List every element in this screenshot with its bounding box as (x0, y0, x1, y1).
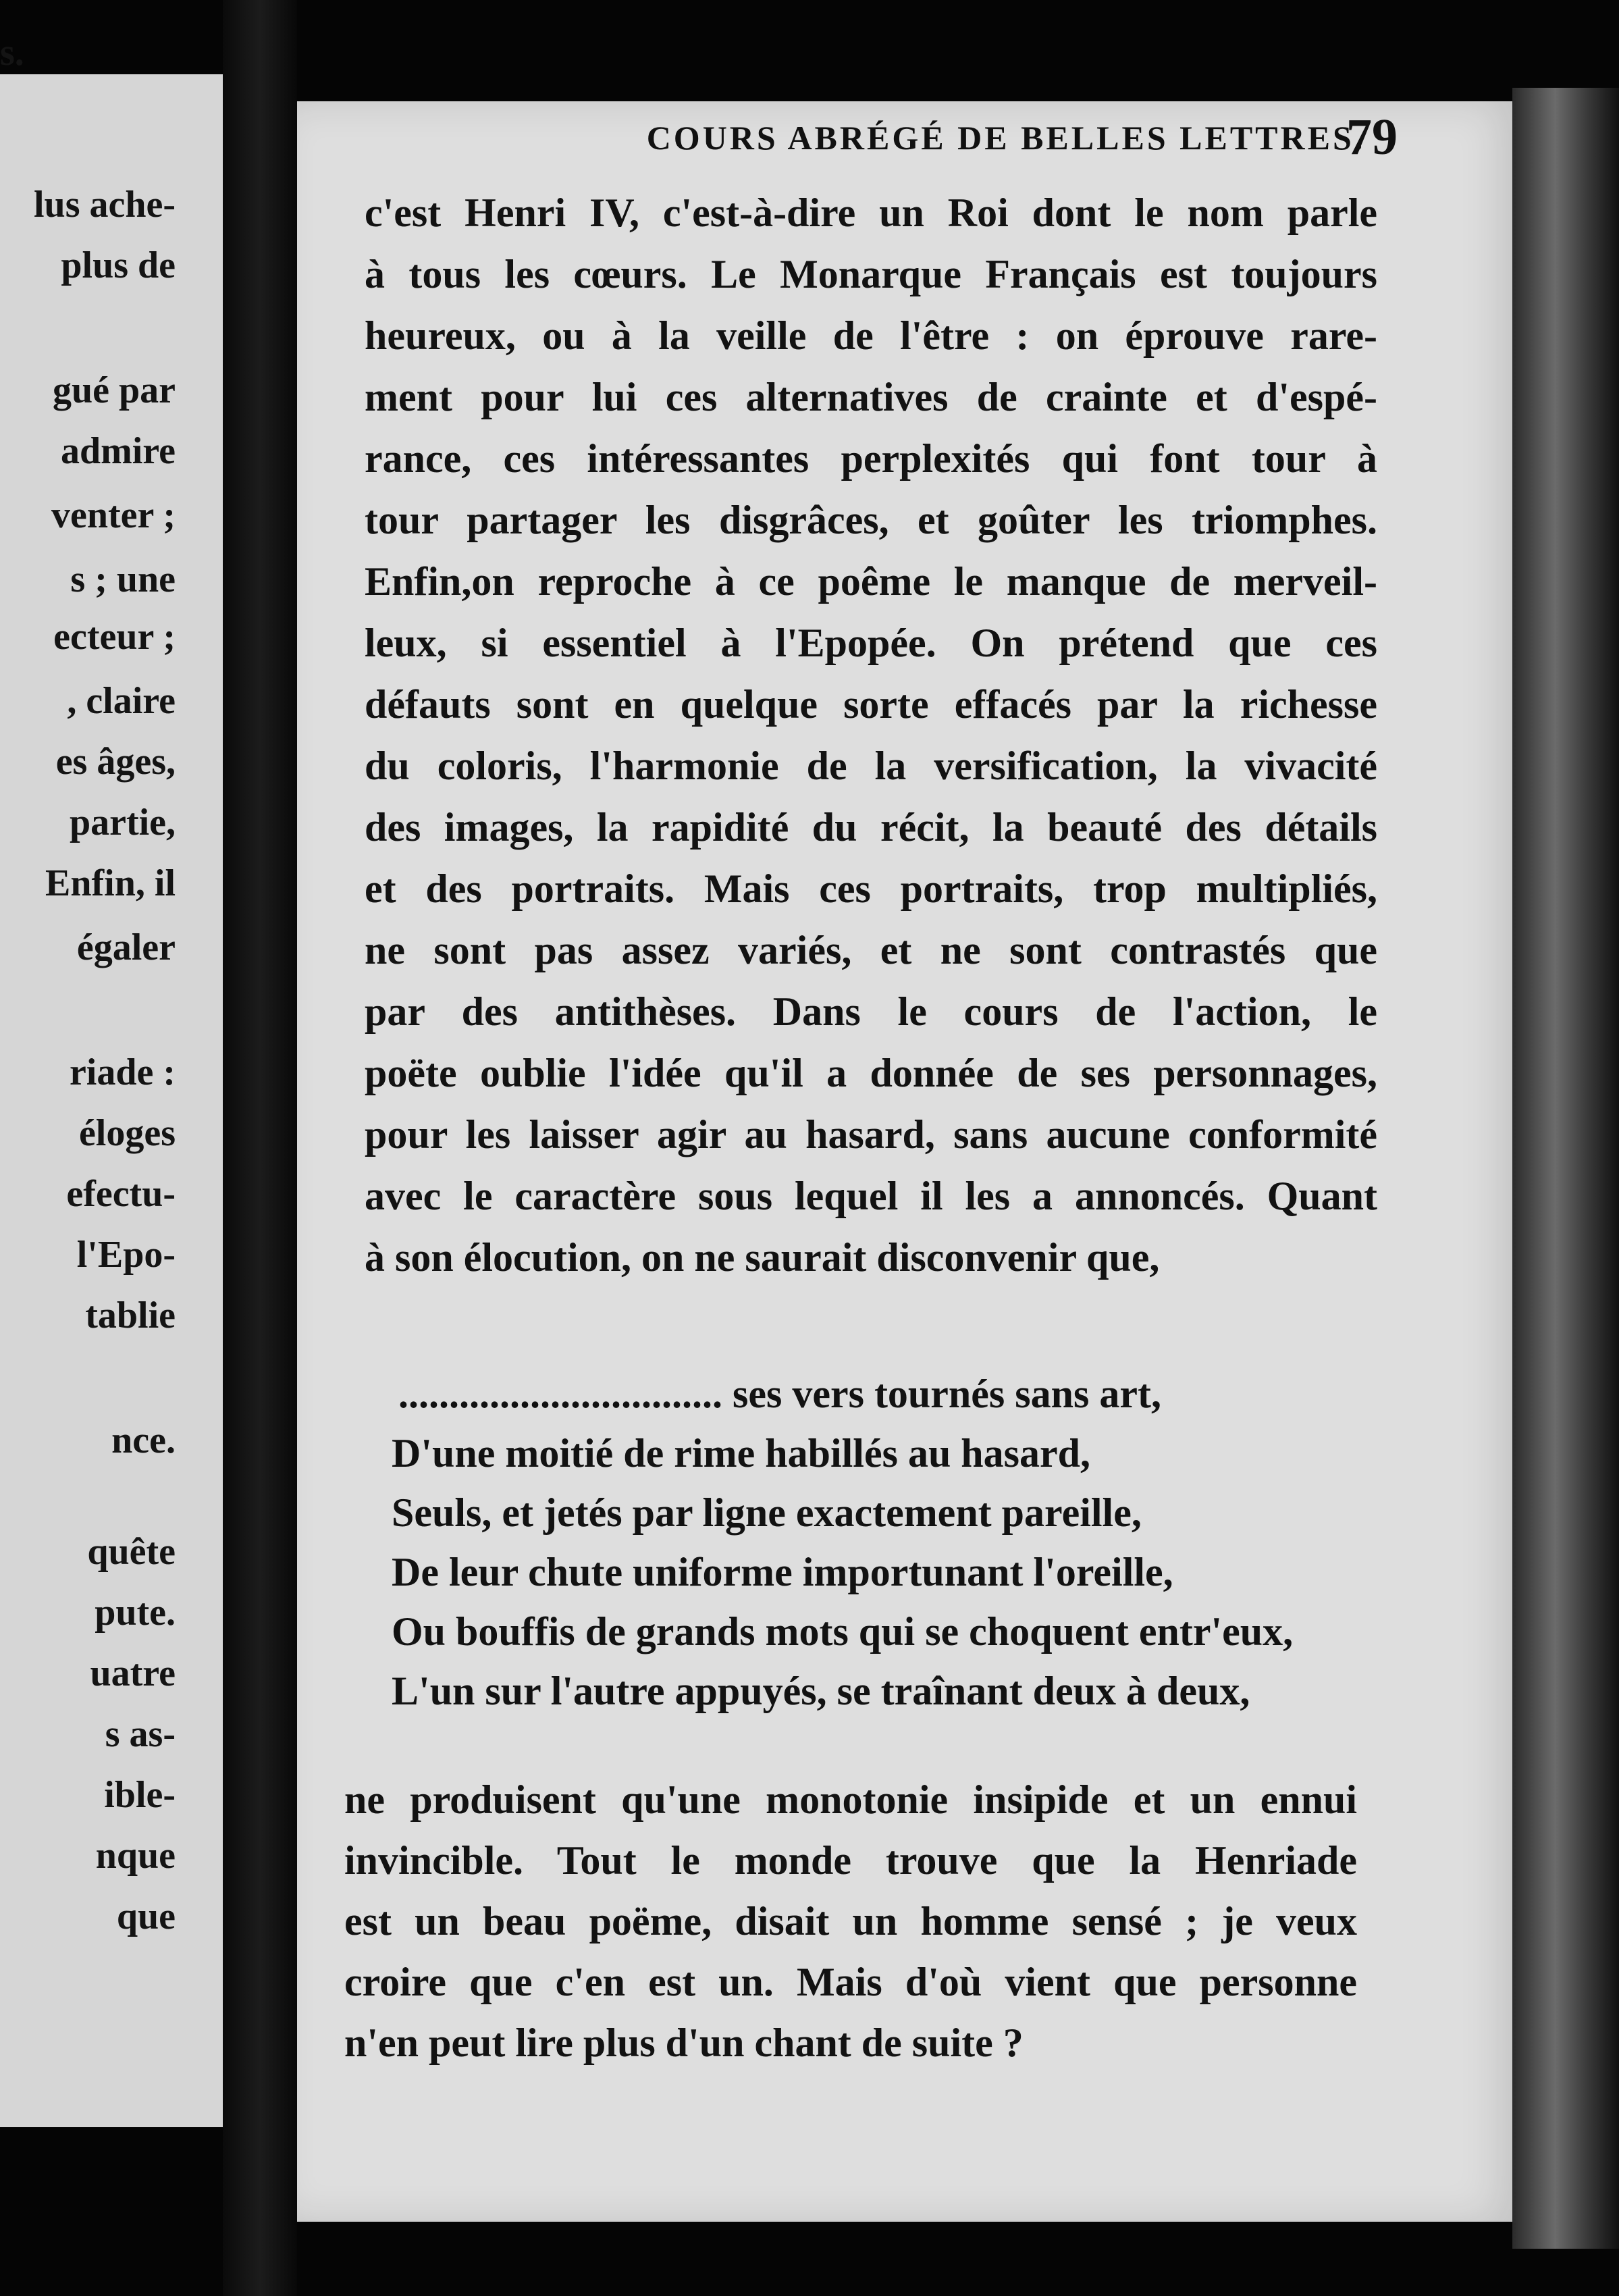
running-head: COURS ABRÉGÉ DE BELLES LETTRES. (646, 119, 1366, 157)
text-line: est un beau poëme, disait un homme sensé ; je veux (344, 1899, 1357, 1943)
previous-page-fragment: s ; une (70, 558, 176, 600)
text-line: à son élocution, on ne saurait disconvenir que, (365, 1235, 1160, 1280)
text-line: leux, si essentiel à l'Epopée. On prétend que ces (365, 621, 1377, 665)
previous-page-fragment: gué par (53, 369, 176, 411)
text-line: Enfin,on reproche à ce poême le manque de merveil- (365, 559, 1377, 604)
text-line: poëte oublie l'idée qu'il a donnée de ses personnages, (365, 1051, 1377, 1095)
previous-page-fragment: tablie (85, 1295, 176, 1336)
text-line: des images, la rapidité du récit, la beauté des détails (365, 805, 1377, 850)
text-line: ne produisent qu'une monotonie insipide et un ennui (344, 1777, 1357, 1822)
text-line: c'est Henri IV, c'est-à-dire un Roi dont le nom parle (365, 190, 1377, 235)
text-line: par des antithèses. Dans le cours de l'action, le (365, 989, 1377, 1034)
verse-line: De leur chute uniforme importunant l'oreille, (392, 1550, 1173, 1594)
verse-line: Ou bouffis de grands mots qui se choquent entr'eux, (392, 1609, 1294, 1654)
previous-page-fragment: ecteur ; (53, 616, 176, 658)
text-line: pour les laisser agir au hasard, sans aucune conformité (365, 1112, 1377, 1157)
text-line: tour partager les disgrâces, et goûter les triomphes. (365, 498, 1377, 542)
previous-page-fragment: égaler (76, 927, 176, 968)
previous-page-fragment: nque (95, 1835, 176, 1877)
text-line: ment pour lui ces alternatives de crainte et d'espé- (365, 375, 1377, 419)
previous-page-fragment: es âges, (55, 741, 176, 783)
previous-page-fragment: s as- (105, 1713, 176, 1755)
previous-page-fragment: Enfin, il (45, 862, 176, 904)
text-line: ne sont pas assez variés, et ne sont contrastés que (365, 928, 1377, 972)
text-line: et des portraits. Mais ces portraits, trop multipliés, (365, 866, 1377, 911)
text-line: rance, ces intéressantes perplexités qui font tour à (365, 436, 1377, 481)
previous-page-fragment: riade : (69, 1051, 176, 1093)
verse-quotation (392, 1364, 1337, 1721)
previous-page-fragment: uatre (90, 1652, 176, 1694)
text-line: heureux, ou à la veille de l'être : on éprouve rare- (365, 313, 1377, 358)
text-line: défauts sont en quelque sorte effacés par la richesse (365, 682, 1377, 727)
previous-page-fragment: quête (87, 1531, 176, 1573)
verse-line: ................................ ses vers tournés sans art, (398, 1372, 1161, 1416)
book-page (297, 101, 1519, 2222)
previous-page-fragment: nce. (111, 1419, 176, 1461)
verse-line: D'une moitié de rime habillés au hasard, (392, 1431, 1091, 1476)
previous-page-fragment: partie, (69, 802, 176, 843)
text-line: avec le caractère sous lequel il les a annoncés. Quant (365, 1174, 1377, 1218)
text-line: invincible. Tout le monde trouve que la Henriade (344, 1838, 1357, 1883)
text-line: à tous les cœurs. Le Monarque Français est toujours (365, 252, 1377, 296)
closing-paragraph (344, 1769, 1357, 2073)
verse-line: L'un sur l'autre appuyés, se traînant deux à deux, (392, 1669, 1250, 1713)
previous-page-fragment: efectu- (66, 1173, 176, 1215)
book-gutter (223, 0, 297, 2296)
previous-page-fragment: ible- (104, 1774, 176, 1816)
previous-page-fragment: lus ache- (34, 184, 176, 226)
previous-page-fragment: que (116, 1896, 176, 1937)
previous-page-fragment: venter ; (51, 494, 176, 536)
main-paragraph (365, 182, 1377, 1288)
text-line: du coloris, l'harmonie de la versification, la vivacité (365, 743, 1377, 788)
page-edge (1512, 88, 1619, 2249)
page-number: 79 (1346, 109, 1398, 165)
previous-page-fragment: l'Epo- (76, 1234, 176, 1276)
previous-page (0, 32, 223, 2127)
previous-page-fragment: pute. (95, 1592, 176, 1634)
previous-page-fragment: éloges (78, 1112, 176, 1154)
previous-page-fragment: admire (60, 430, 176, 472)
previous-page-fragment: , claire (67, 680, 176, 722)
text-line: n'en peut lire plus d'un chant de suite ? (344, 2020, 1024, 2065)
previous-page-fragment: plus de (61, 244, 176, 286)
previous-page-running-head: s. (0, 32, 24, 74)
verse-line: Seuls, et jetés par ligne exactement pareille, (392, 1490, 1142, 1535)
text-line: croire que c'en est un. Mais d'où vient que personne (344, 1960, 1357, 2004)
